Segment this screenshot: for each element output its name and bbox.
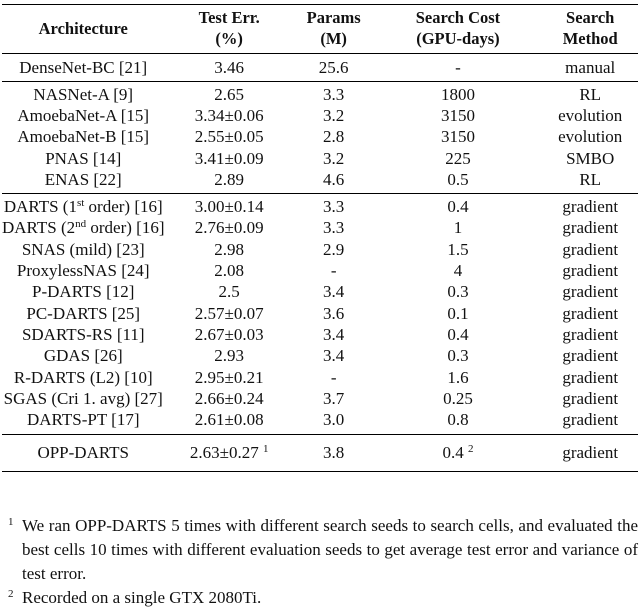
footnote-1-mark: 1	[8, 516, 14, 528]
cell-err: 2.57±0.07	[194, 303, 264, 323]
cell-arch: AmoebaNet-A [15]	[17, 105, 150, 125]
cell-method: gradient	[562, 282, 619, 302]
cell-err: 3.41±0.09	[194, 148, 264, 168]
footnotes	[8, 514, 638, 610]
cell-method: gradient	[562, 261, 619, 281]
table-row	[2, 324, 638, 345]
cell-arch: NASNet-A [9]	[2, 82, 164, 106]
cell-params: 3.7	[323, 388, 345, 408]
cell-params: 3.4	[323, 346, 345, 366]
header-test-err: Test Err. (%)	[164, 5, 293, 54]
cell-params: 2.9	[323, 239, 345, 259]
cell-params: -	[330, 367, 337, 387]
cell-method: evolution	[558, 105, 623, 125]
cell-cost: 1800	[373, 82, 542, 106]
cell-arch: PC-DARTS [25]	[26, 303, 141, 323]
cell-arch: SDARTS-RS [11]	[21, 324, 145, 344]
cell-params: 4.6	[323, 169, 345, 189]
cell-arch: P-DARTS [12]	[32, 282, 135, 302]
table-row	[2, 346, 638, 367]
table-row	[2, 54, 638, 82]
cell-method: gradient	[562, 218, 619, 238]
cell-cost: 0.4 $^2$	[373, 434, 542, 471]
cell-err: 2.89	[214, 169, 245, 189]
cell-method: gradient	[562, 367, 619, 387]
results-table	[2, 4, 638, 472]
cell-err: 3.34±0.06	[194, 105, 264, 125]
cell-arch: GDAS [26]	[43, 346, 123, 366]
cell-arch: AmoebaNet-B [15]	[17, 127, 150, 147]
table-row	[2, 282, 638, 303]
table-row	[2, 218, 638, 239]
cell-err: 2.5	[218, 282, 240, 302]
cell-method: gradient	[562, 324, 619, 344]
table-row	[2, 303, 638, 324]
table-row	[2, 194, 638, 218]
cell-cost: 3150	[440, 105, 475, 125]
cell-cost: -	[373, 54, 542, 82]
cell-arch: PNAS [14]	[45, 148, 122, 168]
cell-arch: ProxylessNAS [24]	[16, 261, 150, 281]
cell-method: gradient	[542, 194, 638, 218]
cell-cost: 225	[445, 148, 471, 168]
table-header	[2, 5, 638, 54]
cell-cost: 0.1	[447, 303, 469, 323]
cell-arch: R-DARTS (L2) [10]	[13, 367, 153, 387]
cell-method: gradient	[542, 434, 638, 471]
cell-err: 2.76±0.09	[194, 218, 264, 238]
cell-cost: 0.4	[447, 324, 469, 344]
cell-err: 2.66±0.24	[194, 388, 264, 408]
cell-arch: OPP-DARTS	[2, 434, 164, 471]
cell-err: 3.46	[164, 54, 293, 82]
cell-arch: DARTS (1st order) [16]	[2, 194, 164, 218]
header-search-method: Search Method	[542, 5, 638, 54]
cell-cost: 1.5	[447, 239, 469, 259]
cell-err: 2.65	[164, 82, 293, 106]
cell-method: manual	[542, 54, 638, 82]
cell-method: evolution	[558, 127, 623, 147]
cell-cost: 0.3	[447, 346, 469, 366]
table-row	[2, 148, 638, 169]
table-row	[2, 409, 638, 434]
cell-err: 2.98	[214, 239, 245, 259]
cell-cost: 0.25	[443, 388, 473, 408]
table-row-opp-darts	[2, 434, 638, 471]
cell-params: 3.4	[323, 282, 345, 302]
table-row	[2, 127, 638, 148]
cell-params: 2.8	[323, 127, 345, 147]
cell-method: gradient	[562, 239, 619, 259]
cell-params: 25.6	[294, 54, 374, 82]
table-row	[2, 260, 638, 281]
cell-arch: DARTS-PT [17]	[27, 410, 140, 430]
cell-cost: 0.5	[447, 169, 469, 189]
cell-err: 2.63±0.27 $^1$	[164, 434, 293, 471]
cell-cost: 3150	[440, 127, 475, 147]
table-row	[2, 239, 638, 260]
table-row	[2, 388, 638, 409]
cell-params: 3.2	[323, 148, 345, 168]
cell-cost: 0.3	[447, 282, 469, 302]
cell-err: 3.00±0.14	[164, 194, 293, 218]
footnote-2-mark: 2	[8, 588, 14, 600]
header-search-cost: Search Cost (GPU-days)	[373, 5, 542, 54]
footnote-2-text: Recorded on a single GTX 2080Ti.	[22, 588, 262, 607]
cell-cost: 1	[453, 218, 463, 238]
cell-method: RL	[579, 169, 602, 189]
cell-params: -	[330, 261, 337, 281]
cell-arch: SNAS (mild) [23]	[21, 239, 145, 259]
cell-err: 2.67±0.03	[194, 324, 264, 344]
table-row	[2, 82, 638, 106]
cell-err: 2.08	[214, 261, 245, 281]
cell-params: 3.3	[323, 218, 345, 238]
cell-method: gradient	[562, 410, 619, 430]
cell-err: 2.93	[214, 346, 245, 366]
footnote-1-text: We ran OPP-DARTS 5 times with different search seeds to search cells, and evaluated the best cells 10 times with different evaluation seeds to get average test error and variance of test error.	[22, 516, 638, 583]
cell-params: 3.8	[294, 434, 374, 471]
cell-params: 3.6	[323, 303, 345, 323]
table-row	[2, 105, 638, 126]
footnote-1	[8, 514, 638, 586]
table-row	[2, 367, 638, 388]
table-row	[2, 169, 638, 194]
cell-params: 3.0	[323, 410, 345, 430]
cell-cost: 0.4	[373, 194, 542, 218]
cell-params: 3.3	[294, 194, 374, 218]
cell-cost: 0.8	[447, 410, 469, 430]
cell-arch: ENAS [22]	[44, 169, 122, 189]
cell-arch: DARTS (2nd order) [16]	[2, 218, 165, 238]
cell-params: 3.3	[294, 82, 374, 106]
cell-arch: SGAS (Cri 1. avg) [27]	[3, 388, 163, 408]
cell-method: RL	[542, 82, 638, 106]
header-architecture: Architecture	[2, 5, 164, 54]
cell-method: gradient	[562, 346, 619, 366]
header-params: Params (M)	[294, 5, 374, 54]
cell-cost: 4	[453, 261, 463, 281]
cell-err: 2.61±0.08	[194, 410, 264, 430]
cell-method: gradient	[562, 303, 619, 323]
cell-err: 2.95±0.21	[194, 367, 264, 387]
cell-method: SMBO	[566, 148, 615, 168]
cell-cost: 1.6	[447, 367, 469, 387]
cell-method: gradient	[562, 388, 619, 408]
cell-params: 3.4	[323, 324, 345, 344]
footnote-2	[8, 586, 638, 610]
cell-params: 3.2	[323, 105, 345, 125]
cell-err: 2.55±0.05	[194, 127, 264, 147]
cell-arch: DenseNet-BC [21]	[2, 54, 164, 82]
